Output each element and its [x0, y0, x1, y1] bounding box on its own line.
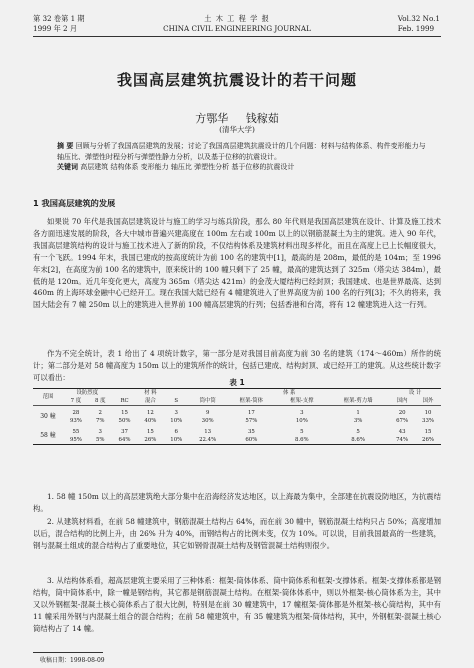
table-cell: 15 — [424, 429, 432, 435]
table-subheader: 框架-剪力墙 — [327, 397, 389, 406]
abstract-text: 回顾与分析了我国高层建筑的发展；讨论了我国高层建筑抗震设计的几个问题：材料与结构体系、构件变形能力与轴压比、弹塑性时程分析与弹塑性静力分析，以及基于位移的抗震设计。 — [57, 142, 426, 161]
table-cell: 8.6% — [327, 436, 389, 445]
table-cell: 40% — [144, 418, 157, 424]
table-subheader: 8 度 — [89, 397, 112, 406]
table-cell: 43 — [398, 429, 406, 435]
table-subheader: 框架-支撑 — [277, 397, 327, 406]
abstract-block — [57, 141, 427, 173]
table-cell: 3 — [300, 410, 304, 416]
table-cell: 12 — [146, 410, 154, 416]
table-header-seismic: 设防烈度 — [63, 389, 112, 398]
table-cell: 15 — [146, 429, 154, 435]
table-subheader: 7 度 — [63, 397, 89, 406]
volume-issue-en: Vol.32 No.1 — [397, 14, 440, 23]
table-subheader: RC — [112, 397, 138, 406]
table-header-design: 设 计 — [389, 389, 441, 398]
finding-2: 2. 从建筑材料看，在前 58 幢建筑中，钢筋混凝土结构占 64%，而在前 30 幢中，钢筋混凝土结构只占 50%；高度增加以后，混合结构的比例上升，由 26% 升为 40%，而钢结构占的比例未变，仅为 10%。可以说，目前我国最高的一些建筑，钢与混凝土组成的混合结构占了重要地位，其它如钢骨混凝土结构及钢管混凝土结构则很少。 — [33, 517, 441, 550]
keywords-text: 高层建筑 结构体系 变形能力 轴压比 弹塑性分析 基于位移的抗震设计 — [78, 163, 295, 171]
keywords-label: 关键词 — [57, 163, 78, 171]
table-cell: 5 — [300, 429, 304, 435]
table-cell: 2 — [98, 410, 102, 416]
table-cell: 5% — [89, 436, 112, 445]
abstract-label: 摘 要 — [57, 142, 74, 150]
volume-issue: 第 32 卷第 1 期 — [33, 14, 85, 23]
table-cell: 95% — [63, 436, 89, 445]
table-cell: 74% — [389, 436, 415, 445]
table-cell: 7% — [95, 418, 105, 424]
table-cell: 93% — [69, 418, 82, 424]
table-subheader: 国内 — [389, 397, 415, 406]
table-subheader: 框架-筒体 — [226, 397, 276, 406]
table-caption: 表 1 — [229, 378, 245, 387]
table-cell: 28 — [72, 410, 80, 416]
table-cell: 13 — [204, 429, 212, 435]
table-cell: 26% — [137, 436, 163, 445]
table-cell: 26% — [415, 436, 441, 445]
table-cell: 30% — [201, 418, 214, 424]
table-cell: 8.6% — [277, 436, 327, 445]
table-cell: 10% — [170, 418, 183, 424]
table-row-label: 58 幢 — [33, 425, 63, 445]
table-cell: 22.4% — [189, 436, 226, 445]
table-row-label: 30 幢 — [40, 413, 56, 420]
table-cell: 37 — [121, 429, 128, 435]
issue-info-en — [398, 14, 440, 34]
table-header-system: 体 系 — [189, 389, 389, 398]
header-rule — [33, 36, 441, 37]
table-cell: 3 — [174, 410, 178, 416]
table-cell: 55 — [72, 429, 80, 435]
issue-date-en: Feb. 1999 — [397, 24, 435, 33]
table-cell: 60% — [226, 436, 276, 445]
table-header-material: 材 料 — [112, 389, 190, 398]
table-subheader: 混合 — [137, 397, 163, 406]
table-cell: 1 — [356, 410, 360, 416]
table-header-category: 范围 — [33, 389, 63, 406]
issue-date: 1999 年 2 月 — [33, 24, 78, 33]
table-cell: 17 — [247, 410, 255, 416]
table-subheader: S — [163, 397, 189, 406]
table-cell: 9 — [205, 410, 210, 416]
table-cell: 64% — [112, 436, 138, 445]
table-subheader: 国外 — [415, 397, 441, 406]
finding-3: 3. 从结构体系看，超高层建筑主要采用了三种体系：框架-筒体体系、筒中筒体系和框架-支撑体系。框架-支撑体系都是钢结构，筒中筒体系中，除一幢是钢结构，其它都是钢筋混凝土结构。在框架-筒体体系中，则以外框架-核心筒体系为主，其中又以外钢框架-混凝土核心筒体系占了很大比例，特别是在前 30 幢建筑中，17 幢框架-筒体都是外框架-核心筒结构，其中有 11 幢采用外钢与内混凝土组合的混合结构；在前 58 幢建筑中，有 35 幢建筑为框架-筒体结构，其中，外钢框架-混凝土核心筒结构占了 14 幢。 — [33, 576, 441, 633]
table-cell: 10% — [163, 436, 189, 445]
table-cell: 10% — [295, 418, 308, 424]
table-cell: 3 — [98, 429, 102, 435]
journal-name-en: CHINA CIVIL ENGINEERING JOURNAL — [163, 24, 311, 33]
table-cell: 50% — [118, 418, 131, 424]
body-paragraph-2: 作为不完全统计，表 1 给出了 4 项统计数字，第一部分是对我国目前高度为前 30 名的建筑（174～460m）所作的统计；第二部分是对 58 幢高度为 150m 以上的建筑所作的统计，包括已建成、结构封顶、或已经开工的建筑。从这些统计数字可以看出： — [33, 349, 441, 382]
statistics-table — [33, 388, 441, 445]
paper-title: 我国高层建筑抗震设计的若干问题 — [116, 71, 357, 89]
table-cell: 67% — [396, 418, 409, 424]
received-date: 收稿日期：1998-08-09 — [40, 657, 105, 664]
table-cell: 33% — [422, 418, 435, 424]
table-cell: 3% — [353, 418, 363, 424]
table-cell: 35 — [247, 429, 255, 435]
table-cell: 6 — [174, 429, 178, 435]
journal-name-cn: 土 木 工 程 学 报 — [204, 14, 270, 23]
table-cell: 20 — [398, 410, 406, 416]
affiliation: (清华大学) — [219, 125, 255, 134]
finding-1: 1. 58 幢 150m 以上的高层建筑绝大部分集中在沿海经济发达地区，以上海最为集中，全部建在抗震设防地区，为抗震结构。 — [33, 492, 441, 513]
authors: 方鄂华 钱稼茹 — [195, 112, 279, 125]
footnote-rule — [33, 652, 103, 653]
section-heading: 1 我国高层建筑的发展 — [33, 198, 116, 208]
table-cell: 15 — [121, 410, 128, 416]
table-cell: 10 — [424, 410, 432, 416]
body-paragraph-1: 如果说 70 年代是我国高层建筑设计与施工的学习与练兵阶段，那么 80 年代则是我国高层建筑在设计、计算及施工技术各方面迅速发展的阶段，各大中城市普遍兴建高度在 100m 左右或 100m 以上的以钢筋混凝土为主的建筑。进入 90 年代，我国高层建筑结构的设计与施工技术进入了新的阶段，不仅结构体系及建筑材料出现多样化，而且在高度上已上长幅度很大，有一个飞跃。1994 年末，我国已建成的按高度统计为前 100 名的建筑中[1]，最高的是 208m，最低的是 104m；至 1996 年末[2]，在高度为前 100 名的建筑中，原来统计的 100 幢只剩下了 25 幢，最高的建筑达到了 325m（塔尖达 384m），最低的是 120m。近几年变化更大，高度为 365m（塔尖达 421m）的金茂大厦结构已经封顶；我国建成、也是世界最高、达到 460m 的上海环球金融中心已经开工。现在我国大陆已经有 4 幢建筑进入了世界高度为前 100 名的行列[3]；不久的将来，我国大陆会有 7 幢 250m 以上的建筑进入世界前 100 幢高层建筑的行列；包括香港和台湾，将有 12 幢建筑进入这一行列。 — [33, 217, 441, 310]
table-cell: 57% — [245, 418, 258, 424]
table-subheader: 筒中筒 — [189, 397, 226, 406]
table-cell: 5 — [356, 429, 360, 435]
